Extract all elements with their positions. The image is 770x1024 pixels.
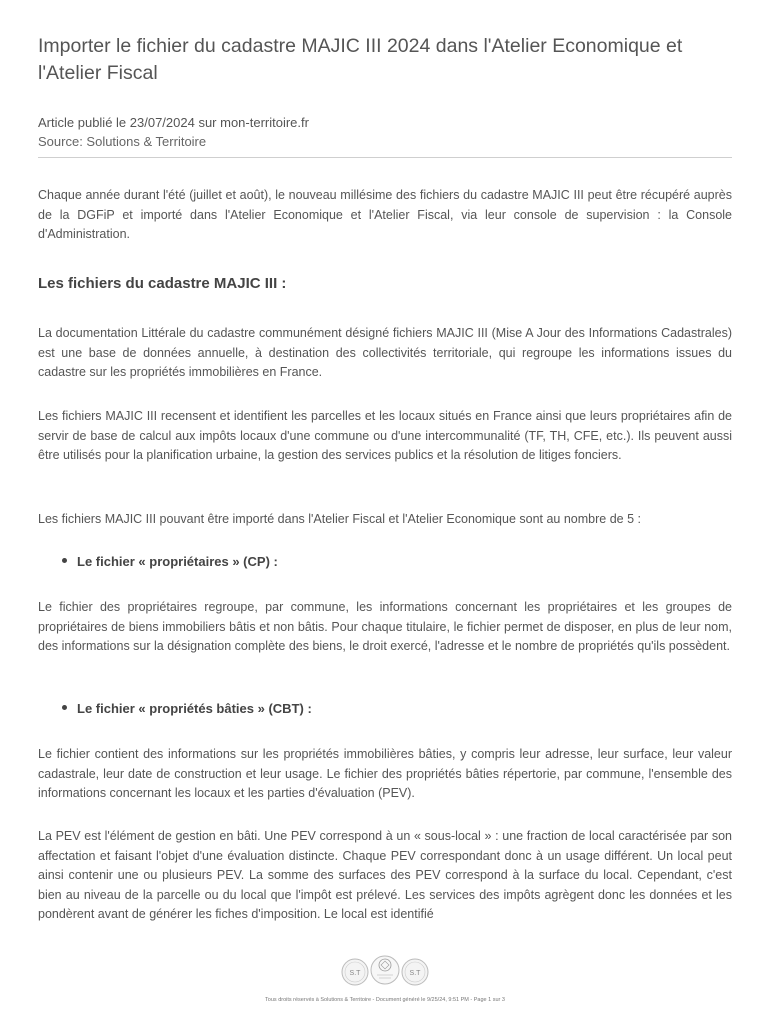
paragraph-file-count: Les fichiers MAJIC III pouvant être importé dans l'Atelier Fiscal et l'Atelier Economique sont au nombre de 5 : <box>38 512 641 526</box>
bullet-icon <box>62 558 67 563</box>
page-footer: Tous droits réservés à Solutions & Territoire - Document généré le 9/25/24, 9:51 PM - Page 1 sur 3 <box>265 997 505 1003</box>
list-item-proprietaires <box>62 554 278 569</box>
paragraph-majic-usage: Les fichiers MAJIC III recensent et identifient les parcelles et les locaux situés en France ainsi que leurs propriétaires afin de servir de base de calcul aux impôts locaux d'une commune ou d'une intercommunalité (TF, TH, CFE, etc.). Ils peuvent aussi être utilisés pour la planification urbaine, la gestion des services publics et la résolution de litiges fonciers. <box>38 409 732 463</box>
logo-right-icon <box>402 959 428 985</box>
list-item-proprietes-baties <box>62 701 312 716</box>
bullet-icon <box>62 705 67 710</box>
paragraph-proprietaires: Le fichier des propriétaires regroupe, par commune, les informations concernant les propriétaires et les groupes de propriétaires de biens immobiliers bâtis et non bâtis. Pour chaque titulaire, le fichier permet de disposer, en plus de leur nom, des informations sur la désignation complète des biens, le droit exercé, l'adresse et le nombre de propriétés qu'ils possèdent. <box>38 600 732 654</box>
logo-left-icon <box>342 959 368 985</box>
footer-logos <box>340 953 430 993</box>
header-divider <box>38 157 732 158</box>
list-item-label: Le fichier « propriétés bâties » (CBT) : <box>77 701 312 716</box>
list-item-label: Le fichier « propriétaires » (CP) : <box>77 554 278 569</box>
article-title: Importer le fichier du cadastre MAJIC III 2024 dans l'Atelier Economique et l'Atelier Fiscal <box>38 35 683 84</box>
publication-line: Article publié le 23/07/2024 sur mon-territoire.fr <box>38 115 309 130</box>
paragraph-majic-definition: La documentation Littérale du cadastre communément désigné fichiers MAJIC III (Mise A Jour des Informations Cadastrales) est une base de données annuelle, à destination des collectivités territoriale, qui regroupe les informations issues du cadastre sur les propriétés immobilières en France. <box>38 326 732 380</box>
section-heading: Les fichiers du cadastre MAJIC III : <box>38 275 287 292</box>
paragraph-pev: La PEV est l'élément de gestion en bâti. Une PEV correspond à un « sous-local » : une fraction de local caractérisée par son affectation et faisant l'objet d'une évaluation distincte. Chaque PEV correspondant donc à un usage différent. Un local peut ainsi contenir une ou plusieurs PEV. La somme des surfaces des PEV correspond à la surface du local. Cependant, c'est bien au niveau de la parcelle ou du local que l'impôt est prélevé. Les services des impôts agrègent donc les données et les pondèrent avant de générer les fiches d'imposition. Le local est identifié <box>38 829 732 922</box>
source-line: Source: Solutions & Territoire <box>38 134 207 149</box>
svg-text:S.T: S.T <box>409 970 421 977</box>
seal-center-icon <box>371 956 399 984</box>
intro-paragraph: Chaque année durant l'été (juillet et août), le nouveau millésime des fichiers du cadastre MAJIC III peut être récupéré auprès de la DGFiP et importé dans l'Atelier Economique et l'Atelier Fiscal, via leur console de supervision : la Console d'Administration. <box>38 188 732 242</box>
svg-text:S.T: S.T <box>349 970 361 977</box>
article-meta <box>38 113 309 151</box>
paragraph-proprietes-baties: Le fichier contient des informations sur les propriétés immobilières bâties, y compris leur adresse, leur surface, leur valeur cadastrale, leur date de construction et leur usage. Le fichier des propriétés bâties répertorie, par commune, l'ensemble des informations concernant les locaux et les parties d'évaluation (PEV). <box>38 747 732 801</box>
